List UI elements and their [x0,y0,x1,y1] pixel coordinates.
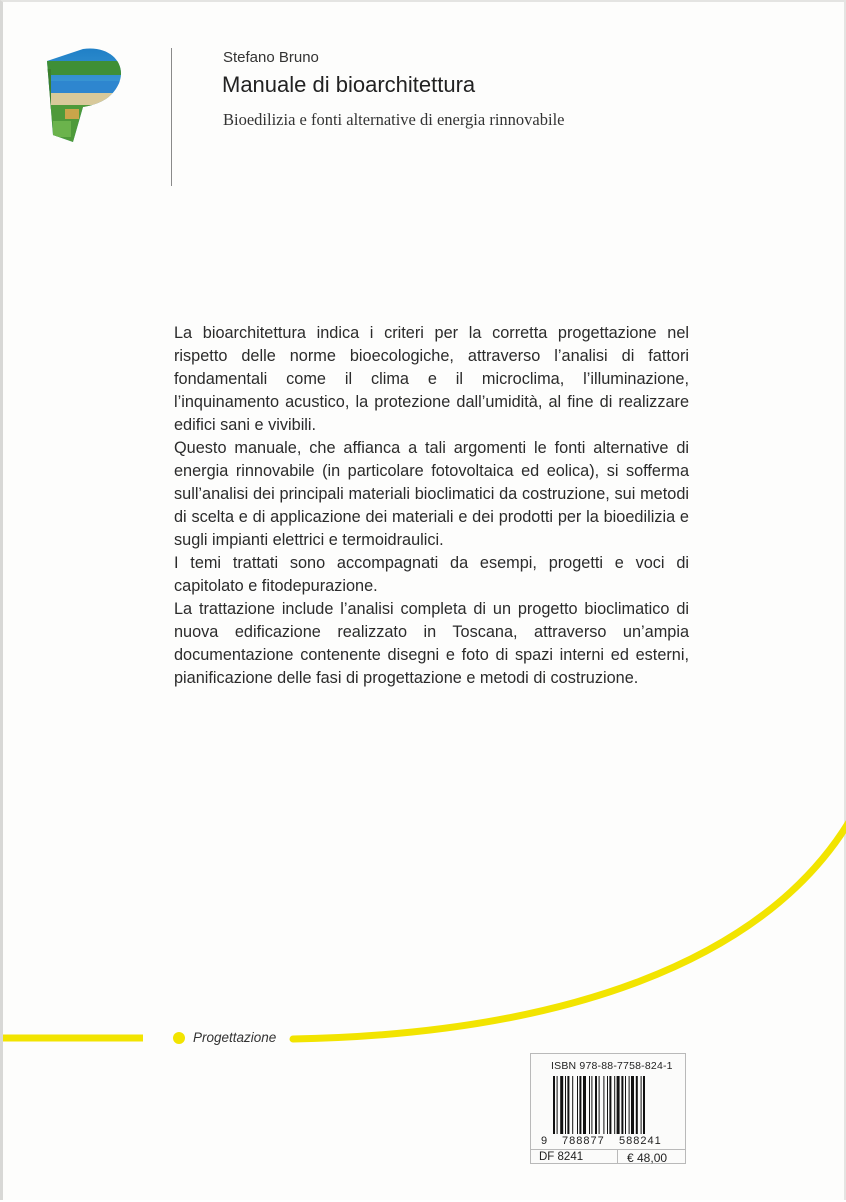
description-paragraph: Questo manuale, che affianca a tali argomenti le fonti alternative di energia rinnovabile (in particolare fotovoltaica ed eolica), si sofferma sull’analisi dei principali materiali bioclimatici da costruzione, sui metodi di scelta e di applicazione dei materiali e dei prodotti per la bioedilizia e sugli impianti elettrici e termoidraulici. [174,439,689,549]
barcode-digits-left: 788877 [562,1135,605,1147]
price-divider [617,1149,618,1163]
category-tag [173,1030,276,1045]
header-divider [171,48,172,186]
barcode-box [530,1053,686,1164]
book-subtitle: Bioedilizia e fonti alternative di energia rinnovabile [223,110,565,129]
description-paragraph: I temi trattati sono accompagnati da esempi, progetti e voci di capitolato e fitodepurazione. [174,554,689,595]
barcode-icon [553,1076,675,1134]
publisher-logo-icon [43,47,125,142]
book-title: Manuale di bioarchitettura [222,72,476,97]
price: € 48,00 [627,1151,668,1165]
category-label: Progettazione [193,1030,277,1045]
description-paragraph: La bioarchitettura indica i criteri per la corretta progettazione nel rispetto delle norme bioecologiche, attraverso l’analisi di fattori fondamentali come il clima e il microclima, l’illuminazione, l’inquinamento acustico, la protezione dall’umidità, al fine di realizzare edifici sani e vivibili. [174,324,689,434]
category-dot-icon [173,1032,185,1044]
barcode-digit-first: 9 [541,1135,548,1147]
product-code: DF 8241 [539,1151,584,1163]
author-name: Stefano Bruno [223,49,319,66]
book-description [174,322,689,690]
barcode-digits-right: 588241 [619,1135,662,1147]
barcode-separator [531,1149,685,1150]
description-paragraph: La trattazione include l’analisi completa di un progetto bioclimatico di nuova edificazione realizzato in Toscana, attraverso un’ampia documentazione contenente disegni e foto di spazi interni ed esterni, pianificazione delle fasi di progettazione e metodi di costruzione. [174,600,689,687]
isbn-text: ISBN 978-88-7758-824-1 [551,1060,673,1072]
